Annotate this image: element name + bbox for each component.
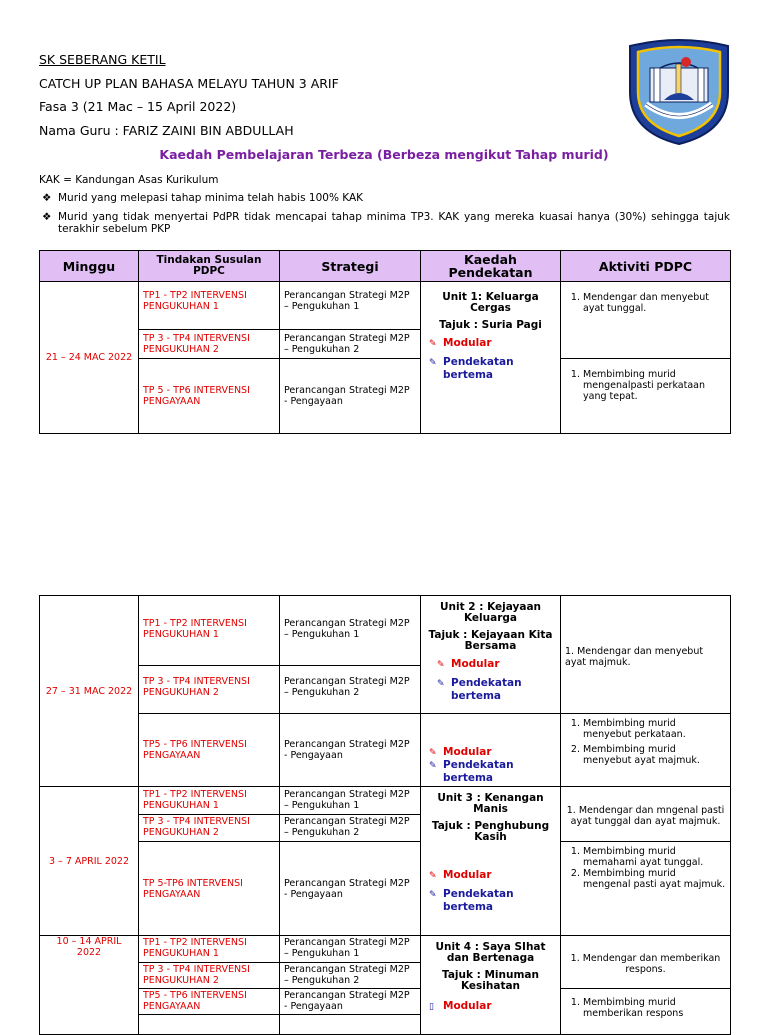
strategy-cell: Perancangan Strategi M2P – Pengukuhan 2	[280, 815, 421, 842]
intervention-level: TP 3 - TP4 INTERVENSI PENGUKUHAN 2	[139, 815, 280, 842]
unit-title: Unit 4 : Saya SIhat dan Bertenaga	[435, 941, 546, 964]
thematic-item: ✎ Pendekatan bertema	[429, 759, 514, 784]
bullet-item	[42, 192, 730, 204]
method-subtitle: Kaedah Pembelajaran Terbeza (Berbeza mengikut Tahap murid)	[159, 147, 609, 162]
header-strategi: Strategi	[280, 251, 421, 282]
activity-item: 2. Membimbing murid menyebut ayat majmuk.	[583, 744, 726, 766]
header-kaedah: Kaedah Pendekatan	[421, 251, 561, 282]
topic-title: Tajuk : Kejayaan Kita Bersama	[428, 629, 553, 652]
week-date: 27 – 31 MAC 2022	[40, 596, 139, 787]
modular-item: ✎ Modular	[429, 337, 492, 349]
school-name: SK SEBERANG KETIL	[39, 52, 166, 67]
plan-title: CATCH UP PLAN BAHASA MELAYU TAHUN 3 ARIF	[39, 76, 339, 91]
pencil-icon: ✎	[429, 339, 437, 349]
bullet-text: Murid yang tidak menyertai PdPR tidak mencapai tahap minima TP3. KAK yang mereka kuasai hanya (30%) sehingga tajuk terakhir sebelum PKP	[58, 211, 730, 235]
pencil-icon: ✎	[429, 358, 437, 368]
pdpc-plan-table	[39, 250, 731, 434]
bullet-item	[42, 211, 730, 235]
pdpc-plan-table-continued	[39, 595, 731, 1035]
activity-cell	[561, 359, 731, 434]
activity-item: 1. Membimbing murid memahami ayat tunggal.	[583, 846, 726, 868]
strategy-cell: Perancangan Strategi M2P - Pengayaan	[280, 989, 421, 1015]
pencil-icon: ✎	[429, 871, 437, 881]
bullet-star-icon: ❖	[42, 192, 52, 204]
table-row	[40, 282, 731, 330]
table-row	[40, 596, 731, 666]
approach-cell	[421, 596, 561, 714]
thematic-item: ✎ Pendekatan bertema	[429, 356, 514, 381]
intervention-level: TP 3 - TP4 INTERVENSI PENGUKUHAN 2	[139, 963, 280, 989]
table-row	[40, 787, 731, 815]
intervention-level: TP1 - TP2 INTERVENSI PENGUKUHAN 1	[139, 787, 280, 815]
bullet-star-icon: ❖	[42, 211, 52, 223]
activity-item: 1. Mendengar dan menyebut ayat tunggal.	[583, 292, 726, 314]
activity-cell	[561, 989, 731, 1035]
activity-item: 1. Mendengar dan mngenal pasti ayat tunggal dan ayat majmuk.	[566, 805, 725, 827]
strategy-cell: Perancangan Strategi M2P – Pengukuhan 2	[280, 963, 421, 989]
activity-cell	[561, 936, 731, 989]
pencil-icon: ✎	[429, 890, 437, 900]
strategy-cell: Perancangan Strategi M2P – Pengukuhan 1	[280, 596, 421, 666]
intervention-level: TP 3 - TP4 INTERVENSI PENGUKUHAN 2	[139, 666, 280, 714]
topic-title: Tajuk : Suria Pagi	[439, 319, 542, 331]
activity-item: 1. Membimbing murid mengenalpasti perkataan yang tepat.	[583, 369, 726, 402]
intervention-level: TP1 - TP2 INTERVENSI PENGUKUHAN 1	[139, 936, 280, 963]
unit-title: Unit 2 : Kejayaan Keluarga	[439, 601, 542, 624]
activity-cell	[561, 787, 731, 842]
modular-item: ✎ Modular	[429, 746, 492, 758]
thematic-item: ✎ Pendekatan bertema	[437, 677, 522, 702]
activity-item: 1. Membimbing murid memberikan respons	[583, 997, 726, 1019]
strategy-cell: Perancangan Strategi M2P – Pengukuhan 1	[280, 787, 421, 815]
activity-item: 1. Membimbing murid menyebut perkataan.	[583, 718, 726, 740]
strategy-cell: Perancangan Strategi M2P - Pengayaan	[280, 714, 421, 787]
week-date: 21 – 24 MAC 2022	[40, 282, 139, 434]
pencil-icon: ✎	[437, 660, 445, 670]
week-date: 3 – 7 APRIL 2022	[40, 787, 139, 936]
intervention-level: TP5 - TP6 INTERVENSI PENGAYAAN	[139, 989, 280, 1015]
pencil-icon: ✎	[437, 679, 445, 689]
blank-cell	[139, 1015, 280, 1035]
activity-item: 1. Mendengar dan memberikan respons.	[570, 953, 721, 975]
activity-cell	[561, 714, 731, 787]
modular-item: ▯ Modular	[429, 1000, 492, 1012]
strategy-cell: Perancangan Strategi M2P – Pengukuhan 2	[280, 330, 421, 359]
pencil-icon: ✎	[429, 761, 437, 771]
activity-item: 2. Membimbing murid mengenal pasti ayat majmuk.	[583, 868, 726, 890]
header-minggu: Minggu	[40, 251, 139, 282]
unit-title: Unit 1: Keluarga Cergas	[442, 291, 539, 314]
modular-item: ✎ Modular	[429, 869, 492, 881]
bullet-text: Murid yang melepasi tahap minima telah habis 100% KAK	[58, 192, 364, 204]
table-row	[40, 359, 731, 434]
week-date: 10 – 14 APRIL 2022	[40, 936, 139, 1035]
table-row	[40, 989, 731, 1015]
pencil-icon: ✎	[429, 748, 437, 758]
intervention-level: TP1 - TP2 INTERVENSI PENGUKUHAN 1	[139, 282, 280, 330]
strategy-cell: Perancangan Strategi M2P – Pengukuhan 2	[280, 666, 421, 714]
table-row	[40, 936, 731, 963]
strategy-cell: Perancangan Strategi M2P - Pengayaan	[280, 842, 421, 936]
activity-cell	[561, 842, 731, 936]
approach-cell	[421, 936, 561, 1035]
kak-note: KAK = Kandungan Asas Kurikulum	[39, 174, 219, 186]
intervention-level: TP 5-TP6 INTERVENSI PENGAYAAN	[139, 842, 280, 936]
unit-title: Unit 3 : Kenangan Manis	[437, 792, 544, 815]
approach-cell	[421, 282, 561, 434]
activity-cell	[561, 282, 731, 359]
intervention-level: TP5 - TP6 INTERVENSI PENGAYAAN	[139, 714, 280, 787]
strategy-cell: Perancangan Strategi M2P - Pengayaan	[280, 359, 421, 434]
intervention-level: TP 5 - TP6 INTERVENSI PENGAYAAN	[139, 359, 280, 434]
activity-cell	[561, 596, 731, 714]
phase-dates: Fasa 3 (21 Mac – 15 April 2022)	[39, 99, 237, 114]
header-tindakan: Tindakan Susulan PDPC	[139, 251, 280, 282]
topic-title: Tajuk : Penghubung Kasih	[431, 820, 550, 843]
table-row	[40, 842, 731, 936]
activity-item: 1. Mendengar dan menyebut ayat majmuk.	[565, 645, 704, 668]
table-row	[40, 714, 731, 787]
intervention-level: TP 3 - TP4 INTERVENSI PENGUKUHAN 2	[139, 330, 280, 359]
modular-item: ✎ Modular	[437, 658, 500, 670]
topic-title: Tajuk : Minuman Kesihatan	[442, 969, 539, 992]
strategy-cell: Perancangan Strategi M2P – Pengukuhan 1	[280, 936, 421, 963]
school-crest-logo	[624, 38, 734, 148]
intervention-level: TP1 - TP2 INTERVENSI PENGUKUHAN 1	[139, 596, 280, 666]
blank-cell	[280, 1015, 421, 1035]
teacher-name: Nama Guru : FARIZ ZAINI BIN ABDULLAH	[39, 123, 294, 138]
strategy-cell: Perancangan Strategi M2P – Pengukuhan 1	[280, 282, 421, 330]
header-aktiviti: Aktiviti PDPC	[561, 251, 731, 282]
approach-cell	[421, 714, 561, 787]
thematic-item: ✎ Pendekatan bertema	[429, 888, 514, 913]
checkbox-icon: ▯	[429, 1002, 434, 1012]
approach-cell	[421, 787, 561, 936]
